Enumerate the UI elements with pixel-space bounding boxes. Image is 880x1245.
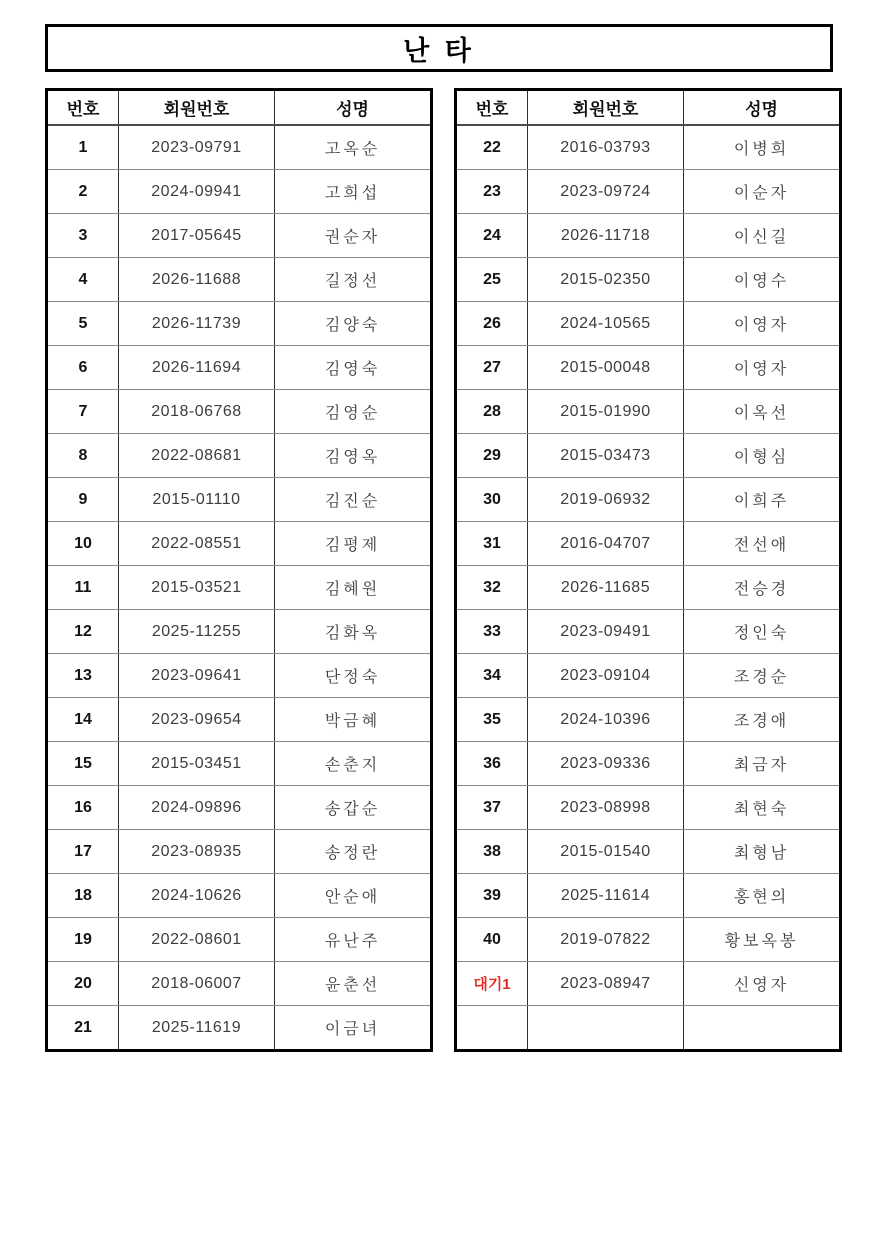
member-name-cell: 신영자 [684, 962, 841, 1006]
row-number-cell: 37 [456, 786, 528, 830]
row-number-cell: 39 [456, 874, 528, 918]
member-name-cell: 길정선 [275, 258, 432, 302]
member-id-cell: 2019-06932 [528, 478, 684, 522]
column-header-member-id: 회원번호 [119, 90, 275, 126]
member-id-cell: 2022-08551 [119, 522, 275, 566]
member-id-cell: 2023-09791 [119, 125, 275, 170]
member-name-cell: 단정숙 [275, 654, 432, 698]
table-row [456, 390, 841, 434]
table-row [47, 610, 432, 654]
row-number-cell: 14 [47, 698, 119, 742]
row-number-cell: 29 [456, 434, 528, 478]
table-row [47, 962, 432, 1006]
row-number-cell: 7 [47, 390, 119, 434]
row-number-cell: 10 [47, 522, 119, 566]
member-name-cell: 조경순 [684, 654, 841, 698]
member-id-cell: 2024-09941 [119, 170, 275, 214]
row-number-cell: 19 [47, 918, 119, 962]
member-name-cell: 김진순 [275, 478, 432, 522]
table-row [47, 302, 432, 346]
member-name-cell: 김화옥 [275, 610, 432, 654]
member-name-cell: 이금녀 [275, 1006, 432, 1051]
row-number-cell: 6 [47, 346, 119, 390]
table-row [47, 522, 432, 566]
member-name-cell: 고옥순 [275, 125, 432, 170]
table-row [456, 654, 841, 698]
member-name-cell: 고희섭 [275, 170, 432, 214]
member-name-cell: 이영자 [684, 302, 841, 346]
row-number-cell: 1 [47, 125, 119, 170]
table-row [456, 1006, 841, 1051]
row-number-cell: 24 [456, 214, 528, 258]
row-number-cell: 32 [456, 566, 528, 610]
table-row [47, 654, 432, 698]
row-number-cell: 23 [456, 170, 528, 214]
member-id-cell: 2018-06768 [119, 390, 275, 434]
row-number-cell: 25 [456, 258, 528, 302]
member-name-cell: 이형심 [684, 434, 841, 478]
table-row [47, 478, 432, 522]
member-id-cell: 2024-09896 [119, 786, 275, 830]
member-id-cell: 2015-01540 [528, 830, 684, 874]
page-title: 난 타 [403, 35, 475, 66]
row-number-cell: 5 [47, 302, 119, 346]
row-number-cell: 38 [456, 830, 528, 874]
member-name-cell: 이병희 [684, 125, 841, 170]
column-header-no: 번호 [47, 90, 119, 126]
member-id-cell: 2023-09104 [528, 654, 684, 698]
member-id-cell: 2025-11255 [119, 610, 275, 654]
member-name-cell: 김영순 [275, 390, 432, 434]
column-header-name: 성명 [275, 90, 432, 126]
row-number-cell: 대기1 [456, 962, 528, 1006]
member-id-cell: 2026-11718 [528, 214, 684, 258]
member-name-cell: 이옥선 [684, 390, 841, 434]
roster-tables [45, 88, 842, 1052]
row-number-cell: 33 [456, 610, 528, 654]
table-row [456, 698, 841, 742]
member-name-cell: 황보옥봉 [684, 918, 841, 962]
table-row [456, 478, 841, 522]
table-row [47, 830, 432, 874]
member-id-cell: 2025-11614 [528, 874, 684, 918]
row-number-cell: 20 [47, 962, 119, 1006]
member-id-cell: 2023-09491 [528, 610, 684, 654]
row-number-cell: 4 [47, 258, 119, 302]
row-number-cell: 15 [47, 742, 119, 786]
table-row [456, 125, 841, 170]
table-row [47, 742, 432, 786]
member-name-cell: 전선애 [684, 522, 841, 566]
table-row [47, 566, 432, 610]
row-number-cell: 35 [456, 698, 528, 742]
member-id-cell: 2026-11688 [119, 258, 275, 302]
member-name-cell: 이영자 [684, 346, 841, 390]
member-id-cell: 2023-08935 [119, 830, 275, 874]
row-number-cell: 40 [456, 918, 528, 962]
member-id-cell: 2016-03793 [528, 125, 684, 170]
row-number-cell: 27 [456, 346, 528, 390]
table-row [456, 610, 841, 654]
table-row [47, 918, 432, 962]
row-number-cell: 18 [47, 874, 119, 918]
table-row [47, 170, 432, 214]
table-row [456, 258, 841, 302]
row-number-cell: 8 [47, 434, 119, 478]
member-name-cell: 박금혜 [275, 698, 432, 742]
table-row [47, 698, 432, 742]
member-id-cell: 2015-00048 [528, 346, 684, 390]
table-row [456, 786, 841, 830]
table-row [47, 258, 432, 302]
member-id-cell: 2023-09641 [119, 654, 275, 698]
row-number-cell [456, 1006, 528, 1051]
table-row [456, 522, 841, 566]
member-name-cell: 김혜원 [275, 566, 432, 610]
member-name-cell: 조경애 [684, 698, 841, 742]
header-row [456, 90, 841, 126]
member-name-cell: 윤춘선 [275, 962, 432, 1006]
table-row [456, 742, 841, 786]
row-number-cell: 11 [47, 566, 119, 610]
member-name-cell: 송정란 [275, 830, 432, 874]
member-id-cell: 2015-02350 [528, 258, 684, 302]
table-row [456, 346, 841, 390]
column-header-name: 성명 [684, 90, 841, 126]
member-name-cell: 김영옥 [275, 434, 432, 478]
member-name-cell: 이희주 [684, 478, 841, 522]
table-row [456, 214, 841, 258]
member-id-cell: 2022-08601 [119, 918, 275, 962]
member-id-cell: 2026-11739 [119, 302, 275, 346]
member-id-cell: 2015-03473 [528, 434, 684, 478]
member-name-cell: 최현숙 [684, 786, 841, 830]
member-id-cell: 2024-10396 [528, 698, 684, 742]
member-id-cell: 2023-08947 [528, 962, 684, 1006]
member-name-cell: 이순자 [684, 170, 841, 214]
member-id-cell: 2018-06007 [119, 962, 275, 1006]
member-name-cell: 유난주 [275, 918, 432, 962]
row-number-cell: 22 [456, 125, 528, 170]
member-id-cell: 2023-09654 [119, 698, 275, 742]
row-number-cell: 31 [456, 522, 528, 566]
member-name-cell: 안순애 [275, 874, 432, 918]
column-header-member-id: 회원번호 [528, 90, 684, 126]
row-number-cell: 26 [456, 302, 528, 346]
member-name-cell: 송갑순 [275, 786, 432, 830]
row-number-cell: 36 [456, 742, 528, 786]
member-id-cell: 2022-08681 [119, 434, 275, 478]
table-row [47, 874, 432, 918]
table-row [456, 918, 841, 962]
member-id-cell: 2015-01110 [119, 478, 275, 522]
table-row [456, 302, 841, 346]
table-row [47, 1006, 432, 1051]
member-id-cell: 2019-07822 [528, 918, 684, 962]
table-row [47, 786, 432, 830]
title-box [45, 24, 833, 72]
row-number-cell: 12 [47, 610, 119, 654]
table-row-waiting [456, 962, 841, 1006]
member-name-cell: 권순자 [275, 214, 432, 258]
member-id-cell: 2025-11619 [119, 1006, 275, 1051]
member-id-cell: 2015-03521 [119, 566, 275, 610]
member-id-cell: 2017-05645 [119, 214, 275, 258]
table-row [456, 830, 841, 874]
row-number-cell: 16 [47, 786, 119, 830]
column-header-no: 번호 [456, 90, 528, 126]
row-number-cell: 13 [47, 654, 119, 698]
member-name-cell [684, 1006, 841, 1051]
table-row [456, 874, 841, 918]
member-id-cell: 2023-08998 [528, 786, 684, 830]
roster-table-left [45, 88, 433, 1052]
member-id-cell [528, 1006, 684, 1051]
member-name-cell: 이신길 [684, 214, 841, 258]
table-row [456, 566, 841, 610]
row-number-cell: 30 [456, 478, 528, 522]
header-row [47, 90, 432, 126]
row-number-cell: 21 [47, 1006, 119, 1051]
table-row [47, 390, 432, 434]
member-id-cell: 2023-09724 [528, 170, 684, 214]
row-number-cell: 17 [47, 830, 119, 874]
member-id-cell: 2015-01990 [528, 390, 684, 434]
member-name-cell: 최금자 [684, 742, 841, 786]
member-name-cell: 김영숙 [275, 346, 432, 390]
member-name-cell: 손춘지 [275, 742, 432, 786]
row-number-cell: 28 [456, 390, 528, 434]
member-name-cell: 김평제 [275, 522, 432, 566]
row-number-cell: 34 [456, 654, 528, 698]
member-name-cell: 김양숙 [275, 302, 432, 346]
member-id-cell: 2026-11694 [119, 346, 275, 390]
member-id-cell: 2026-11685 [528, 566, 684, 610]
member-name-cell: 최형남 [684, 830, 841, 874]
member-id-cell: 2024-10565 [528, 302, 684, 346]
table-row [47, 214, 432, 258]
member-id-cell: 2023-09336 [528, 742, 684, 786]
member-name-cell: 정인숙 [684, 610, 841, 654]
table-row [456, 170, 841, 214]
row-number-cell: 2 [47, 170, 119, 214]
table-row [47, 346, 432, 390]
member-name-cell: 이영수 [684, 258, 841, 302]
member-name-cell: 전승경 [684, 566, 841, 610]
roster-table-right [454, 88, 842, 1052]
member-id-cell: 2016-04707 [528, 522, 684, 566]
row-number-cell: 3 [47, 214, 119, 258]
table-row [47, 434, 432, 478]
member-name-cell: 홍현의 [684, 874, 841, 918]
table-row [456, 434, 841, 478]
row-number-cell: 9 [47, 478, 119, 522]
table-row [47, 125, 432, 170]
member-id-cell: 2015-03451 [119, 742, 275, 786]
member-id-cell: 2024-10626 [119, 874, 275, 918]
